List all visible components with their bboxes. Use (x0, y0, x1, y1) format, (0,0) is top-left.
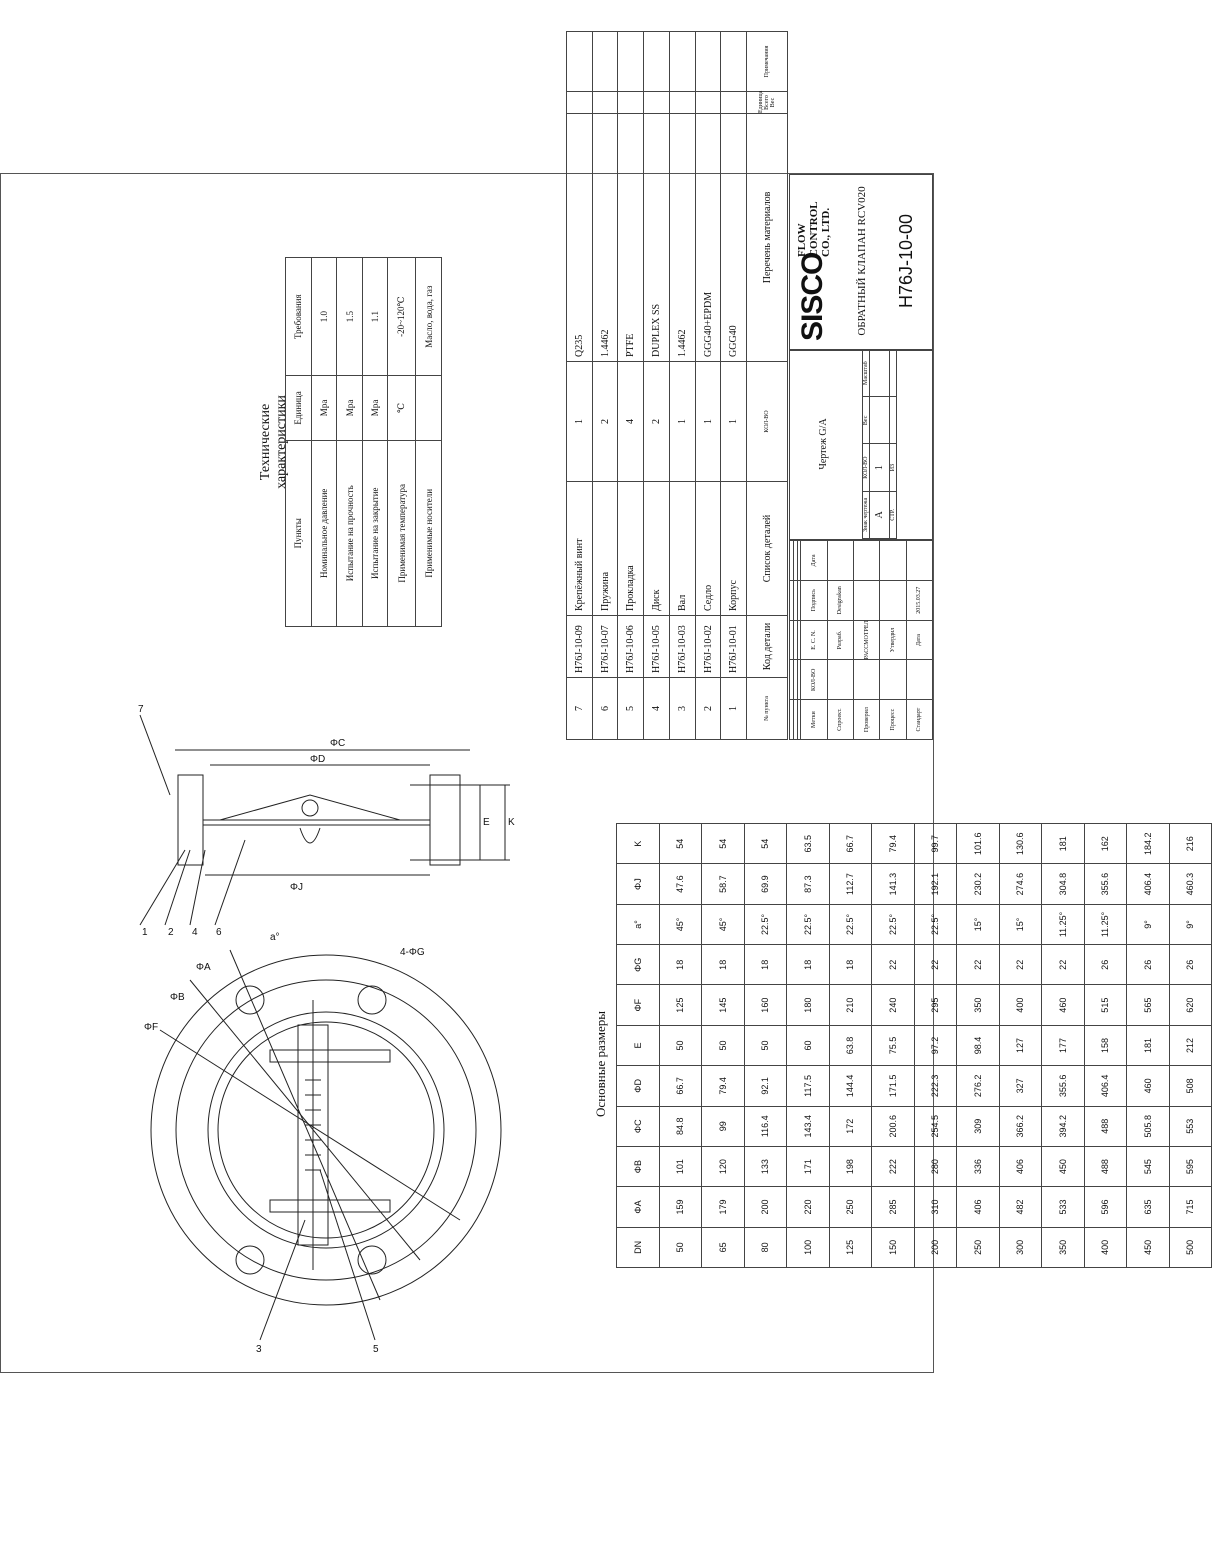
dims-cell: 171.5 (872, 1066, 915, 1106)
dim-phiA: ΦA (196, 962, 211, 973)
dims-cell: 545 (1127, 1146, 1170, 1186)
callout-4: 4 (192, 927, 198, 938)
dims-cell: 222 (872, 1146, 915, 1186)
dims-header: ΦC (617, 1106, 660, 1146)
dims-header: a° (617, 904, 660, 944)
designer: Designskan (827, 580, 853, 620)
part-name: Вал (669, 482, 695, 616)
dims-title: Основные размеры (593, 1011, 608, 1117)
dims-cell: 87.3 (787, 864, 830, 904)
dims-cell: 160 (744, 985, 787, 1025)
dims-cell: 200 (914, 1227, 957, 1267)
part-notes (618, 31, 644, 91)
dims-cell: 635 (1127, 1187, 1170, 1227)
role: Процесс (880, 700, 906, 740)
dims-cell: 285 (872, 1187, 915, 1227)
dims-cell: 304.8 (1042, 864, 1085, 904)
dims-cell: 460 (1127, 1066, 1170, 1106)
part-weight (721, 91, 747, 113)
dims-cell: 130.6 (999, 824, 1042, 864)
dims-cell: 595 (1169, 1146, 1212, 1186)
dims-cell: 22 (1042, 945, 1085, 985)
dims-cell: 22.5° (914, 904, 957, 944)
dims-cell: 26 (1084, 945, 1127, 985)
dims-cell: 309 (957, 1106, 1000, 1146)
tech-cell: Mpa (311, 376, 337, 440)
dims-cell: 11.25° (1084, 904, 1127, 944)
dims-cell: 50 (659, 1227, 702, 1267)
dims-cell: 222.3 (914, 1066, 957, 1106)
header-list: Список деталей (747, 482, 788, 616)
dims-cell: 216 (1169, 824, 1212, 864)
tech-cell: 1.0 (311, 258, 337, 376)
dims-cell: 406 (999, 1146, 1042, 1186)
dims-cell: 355.6 (1084, 864, 1127, 904)
dims-cell: 355.6 (1042, 1066, 1085, 1106)
dims-cell: 450 (1127, 1227, 1170, 1267)
dims-cell: 69.9 (744, 864, 787, 904)
dims-cell: 300 (999, 1227, 1042, 1267)
callout-1: 1 (142, 927, 148, 938)
dims-cell: 150 (872, 1227, 915, 1267)
dims-cell: 295 (914, 985, 957, 1025)
dims-cell: 120 (702, 1146, 745, 1186)
role: Спроект. (827, 700, 853, 740)
dims-cell: 230.2 (957, 864, 1000, 904)
parts-row (592, 31, 618, 739)
dims-cell: 400 (999, 985, 1042, 1025)
dims-cell: 45° (659, 904, 702, 944)
dims-cell: 22 (957, 945, 1000, 985)
part-number: 5 (618, 678, 644, 740)
date: 2015.03.27 (906, 580, 932, 620)
dims-cell: 406.4 (1084, 1066, 1127, 1106)
part-qty: 2 (644, 362, 670, 482)
dims-table (616, 823, 1212, 1268)
dims-cell: 143.4 (787, 1106, 830, 1146)
part-weight (618, 91, 644, 113)
callout-5: 5 (373, 1344, 379, 1355)
role: Стандарт (906, 700, 932, 740)
valve-name: ОБРАТНЫЙ КЛАПАН RCV020 (856, 186, 868, 336)
role: Дата (906, 620, 932, 660)
dims-header: DN (617, 1227, 660, 1267)
dims-cell: 84.8 (659, 1106, 702, 1146)
dims-cell: 79.4 (702, 1066, 745, 1106)
dims-cell: 22.5° (829, 904, 872, 944)
role: Проверил (853, 700, 879, 740)
tech-cell: Применимая температура (388, 440, 416, 626)
dims-cell: 250 (829, 1187, 872, 1227)
dims-cell: 200 (744, 1187, 787, 1227)
dims-cell: 141.3 (872, 864, 915, 904)
dims-cell: 54 (659, 824, 702, 864)
parts-table (566, 45, 788, 740)
dims-cell: 9° (1127, 904, 1170, 944)
part-weight (695, 91, 721, 113)
tech-title: Технические характеристики (258, 395, 289, 489)
dims-cell: 240 (872, 985, 915, 1025)
callout-6: 6 (216, 927, 222, 938)
header-qty: КОЛ-ВО (747, 362, 788, 482)
dims-cell: 65 (702, 1227, 745, 1267)
dims-cell: 99.7 (914, 824, 957, 864)
part-number: 4 (644, 678, 670, 740)
dims-cell: 515 (1084, 985, 1127, 1025)
dims-cell: 58.7 (702, 864, 745, 904)
callout-2: 2 (168, 927, 174, 938)
dims-cell: 212 (1169, 1025, 1212, 1065)
scale-label: КОЛ-ВО (863, 444, 870, 491)
part-name: Диск (644, 482, 670, 616)
dims-cell: 100 (787, 1227, 830, 1267)
dims-cell: 133 (744, 1146, 787, 1186)
part-number: 2 (695, 678, 721, 740)
dims-cell: 210 (829, 985, 872, 1025)
dims-cell: 144.4 (829, 1066, 872, 1106)
parts-row (721, 31, 747, 739)
page-label: СТР. (890, 491, 897, 538)
dims-cell: 125 (659, 985, 702, 1025)
dims-cell: 18 (744, 945, 787, 985)
tech-cell: Mpa (362, 376, 388, 440)
dims-cell: 310 (914, 1187, 957, 1227)
title-block (789, 174, 933, 740)
dims-cell: 171 (787, 1146, 830, 1186)
dims-cell: 127 (999, 1025, 1042, 1065)
dims-cell: 172 (829, 1106, 872, 1146)
dims-cell: 274.6 (999, 864, 1042, 904)
dims-cell: 117.5 (787, 1066, 830, 1106)
part-material: DUPLEX SS (644, 113, 670, 361)
dims-cell: 488 (1084, 1146, 1127, 1186)
dims-header: ΦD (617, 1066, 660, 1106)
dims-header: E (617, 1025, 660, 1065)
dims-header: ΦA (617, 1187, 660, 1227)
dims-cell: 460.3 (1169, 864, 1212, 904)
part-weight (592, 91, 618, 113)
dims-cell: 22 (914, 945, 957, 985)
dims-cell: 350 (1042, 1227, 1085, 1267)
header-weight (747, 91, 788, 113)
dim-phiB: ΦB (170, 992, 185, 1003)
sign-header: Дата (801, 541, 827, 581)
header-notes: Примечания (747, 31, 788, 91)
dims-cell: 181 (1127, 1025, 1170, 1065)
part-qty: 1 (695, 362, 721, 482)
dims-cell: 162 (1084, 824, 1127, 864)
part-material: GGG40 (721, 113, 747, 361)
dims-cell: 400 (1084, 1227, 1127, 1267)
dims-cell: 18 (659, 945, 702, 985)
dims-cell: 406 (957, 1187, 1000, 1227)
sign-header: Метки (801, 700, 827, 740)
sign-header: КОЛ-ВО (801, 660, 827, 700)
dims-cell: 200.6 (872, 1106, 915, 1146)
dims-cell: 125 (829, 1227, 872, 1267)
role: РАССМОТРЕЛ (853, 620, 879, 660)
parts-row (618, 31, 644, 739)
part-number: 3 (669, 678, 695, 740)
callout-7: 7 (138, 704, 144, 715)
dims-cell: 98.4 (957, 1025, 1000, 1065)
dims-cell: 460 (1042, 985, 1085, 1025)
part-code: H76J-10-05 (644, 616, 670, 678)
dims-cell: 18 (787, 945, 830, 985)
dims-cell: 336 (957, 1146, 1000, 1186)
dims-cell: 50 (659, 1025, 702, 1065)
dims-cell: 366.2 (999, 1106, 1042, 1146)
tech-cell: 1.1 (362, 258, 388, 376)
dims-cell: 50 (702, 1025, 745, 1065)
part-weight (567, 91, 593, 113)
dims-header: ΦF (617, 985, 660, 1025)
dims-cell: 15° (957, 904, 1000, 944)
part-name: Седло (695, 482, 721, 616)
parts-row (669, 31, 695, 739)
dims-cell: 533 (1042, 1187, 1085, 1227)
tech-cell: -20~120℃ (388, 258, 416, 376)
part-number: 1 (721, 678, 747, 740)
dims-cell: 63.8 (829, 1025, 872, 1065)
part-material: PTFE (618, 113, 644, 361)
part-material: 1.4462 (592, 113, 618, 361)
company-name (796, 201, 832, 257)
dims-cell: 565 (1127, 985, 1170, 1025)
body-outline (151, 955, 501, 1305)
scale-label: Знак чертежа (863, 491, 870, 538)
dims-cell: 192.1 (914, 864, 957, 904)
dims-cell: 101.6 (957, 824, 1000, 864)
part-qty: 1 (567, 362, 593, 482)
dims-cell: 116.4 (744, 1106, 787, 1146)
dims-cell: 22.5° (787, 904, 830, 944)
tech-cell: 1.5 (337, 258, 363, 376)
part-notes (592, 31, 618, 91)
dims-cell: 254.5 (914, 1106, 957, 1146)
callout-3: 3 (256, 1344, 262, 1355)
dims-cell: 198 (829, 1146, 872, 1186)
dims-cell: 276.2 (957, 1066, 1000, 1106)
tech-cell: ℃ (388, 376, 416, 440)
company-line: FLOW (796, 223, 808, 257)
sign-header: Подпись (801, 580, 827, 620)
dims-cell: 505.8 (1127, 1106, 1170, 1146)
part-number: 7 (567, 678, 593, 740)
dims-cell: 508 (1169, 1066, 1212, 1106)
of-label: ИЗ (890, 444, 897, 491)
dims-cell: 54 (744, 824, 787, 864)
dims-cell: 112.7 (829, 864, 872, 904)
tech-cell: Испытание на закрытие (362, 440, 388, 626)
part-notes (695, 31, 721, 91)
header-code: Код детали (747, 616, 788, 678)
dims-cell: 596 (1084, 1187, 1127, 1227)
parts-row (644, 31, 670, 739)
part-code: H76J-10-09 (567, 616, 593, 678)
dims-cell: 60 (787, 1025, 830, 1065)
tech-cell: Применимые носители (416, 440, 442, 626)
dims-cell: 394.2 (1042, 1106, 1085, 1146)
part-name: Прокладка (618, 482, 644, 616)
dims-cell: 220 (787, 1187, 830, 1227)
header-weight-label: Вес (770, 97, 777, 108)
dims-cell: 101 (659, 1146, 702, 1186)
dims-cell: 26 (1169, 945, 1212, 985)
company-block (789, 174, 933, 350)
dims-cell: 45° (702, 904, 745, 944)
dim-phiC: ΦC (330, 738, 346, 749)
dims-cell: 22.5° (744, 904, 787, 944)
role: Разраб. (827, 620, 853, 660)
dims-cell: 63.5 (787, 824, 830, 864)
drawing-type: Чертеж G/A (818, 418, 829, 470)
part-material: 1.4462 (669, 113, 695, 361)
part-number: 6 (592, 678, 618, 740)
dims-cell: 22 (872, 945, 915, 985)
dims-cell: 66.7 (829, 824, 872, 864)
dims-cell: 99 (702, 1106, 745, 1146)
dims-cell: 280 (914, 1146, 957, 1186)
tech-cell: Mpa (337, 376, 363, 440)
drawing-type-block (789, 350, 933, 540)
dim-phiJ: ΦJ (290, 882, 303, 893)
dims-header: ΦJ (617, 864, 660, 904)
dims-cell: 26 (1127, 945, 1170, 985)
dims-cell: 250 (957, 1227, 1000, 1267)
part-weight (644, 91, 670, 113)
dims-cell: 9° (1169, 904, 1212, 944)
scale-label: Вес (863, 397, 870, 444)
part-notes (721, 31, 747, 91)
part-qty: 2 (592, 362, 618, 482)
dim-K: K (508, 817, 515, 828)
part-qty: 1 (721, 362, 747, 482)
tech-header: Пункты (286, 440, 312, 626)
part-code: H76J-10-02 (695, 616, 721, 678)
part-material: Q235 (567, 113, 593, 361)
tech-table (285, 257, 442, 627)
scale-label: Масштаб (863, 350, 870, 397)
dims-header: ΦG (617, 945, 660, 985)
part-name: Пружина (592, 482, 618, 616)
dims-cell: 47.6 (659, 864, 702, 904)
dims-cell: 15° (999, 904, 1042, 944)
signature-grid (789, 540, 933, 740)
dim-alpha: a° (270, 932, 280, 943)
company-line: CO., LTD. (820, 207, 832, 257)
dims-cell: 350 (957, 985, 1000, 1025)
drawing-mark: A (870, 491, 890, 538)
dims-cell: 177 (1042, 1025, 1085, 1065)
dims-cell: 450 (1042, 1146, 1085, 1186)
dims-cell: 22 (999, 945, 1042, 985)
dims-cell: 158 (1084, 1025, 1127, 1065)
dims-header: ΦB (617, 1146, 660, 1186)
dims-cell: 79.4 (872, 824, 915, 864)
dims-cell: 488 (1084, 1106, 1127, 1146)
dims-cell: 50 (744, 1025, 787, 1065)
quantity: 1 (870, 444, 890, 491)
header-total: Всего (764, 95, 771, 110)
drawing-number: H76J-10-00 (896, 213, 916, 309)
dims-cell: 97.2 (914, 1025, 957, 1065)
sisco-logo: SISCO (796, 252, 829, 341)
dims-cell: 327 (999, 1066, 1042, 1106)
dims-cell: 180 (787, 985, 830, 1025)
dims-cell: 22.5° (872, 904, 915, 944)
header-num: № пункта (747, 678, 788, 740)
part-qty: 1 (669, 362, 695, 482)
header-materials: Перечень материалов (747, 113, 788, 361)
dim-phiF: ΦF (144, 1022, 159, 1033)
company-line: CONTROL (808, 201, 820, 257)
part-notes (644, 31, 670, 91)
part-material: GGG40+EPDM (695, 113, 721, 361)
part-code: H76J-10-03 (669, 616, 695, 678)
dims-cell: 92.1 (744, 1066, 787, 1106)
tech-header: Требования (286, 258, 312, 376)
dims-cell: 406.4 (1127, 864, 1170, 904)
parts-row (567, 31, 593, 739)
dims-cell: 184.2 (1127, 824, 1170, 864)
part-code: H76J-10-06 (618, 616, 644, 678)
part-notes (567, 31, 593, 91)
dims-cell: 18 (829, 945, 872, 985)
part-qty: 4 (618, 362, 644, 482)
sign-header: E. C. N. (801, 620, 827, 660)
tech-cell: Номинальное давление (311, 440, 337, 626)
dims-header: K (617, 824, 660, 864)
part-notes (669, 31, 695, 91)
dims-cell: 179 (702, 1187, 745, 1227)
dims-cell: 145 (702, 985, 745, 1025)
dims-cell: 620 (1169, 985, 1212, 1025)
part-weight (669, 91, 695, 113)
dims-cell: 500 (1169, 1227, 1212, 1267)
dims-cell: 159 (659, 1187, 702, 1227)
part-code: H76J-10-07 (592, 616, 618, 678)
tech-cell (416, 376, 442, 440)
tech-cell: Испытание на прочность (337, 440, 363, 626)
part-name: Корпус (721, 482, 747, 616)
dim-phiD: ΦD (310, 754, 326, 765)
tech-cell: Масло, вода, газ (416, 258, 442, 376)
dims-cell: 80 (744, 1227, 787, 1267)
dims-cell: 181 (1042, 824, 1085, 864)
dim-E: E (483, 817, 490, 828)
parts-row (695, 31, 721, 739)
dim-4-phiG: 4-ΦG (400, 947, 425, 958)
tech-header: Единица (286, 376, 312, 440)
role: Утвердил (880, 620, 906, 660)
part-name: Крепёжный винт (567, 482, 593, 616)
dims-cell: 553 (1169, 1106, 1212, 1146)
dims-cell: 11.25° (1042, 904, 1085, 944)
part-code: H76J-10-01 (721, 616, 747, 678)
dims-cell: 715 (1169, 1187, 1212, 1227)
header-unit: Единица (758, 90, 765, 113)
dims-cell: 54 (702, 824, 745, 864)
dims-cell: 75.5 (872, 1025, 915, 1065)
dims-cell: 482 (999, 1187, 1042, 1227)
dims-cell: 66.7 (659, 1066, 702, 1106)
dims-cell: 18 (702, 945, 745, 985)
